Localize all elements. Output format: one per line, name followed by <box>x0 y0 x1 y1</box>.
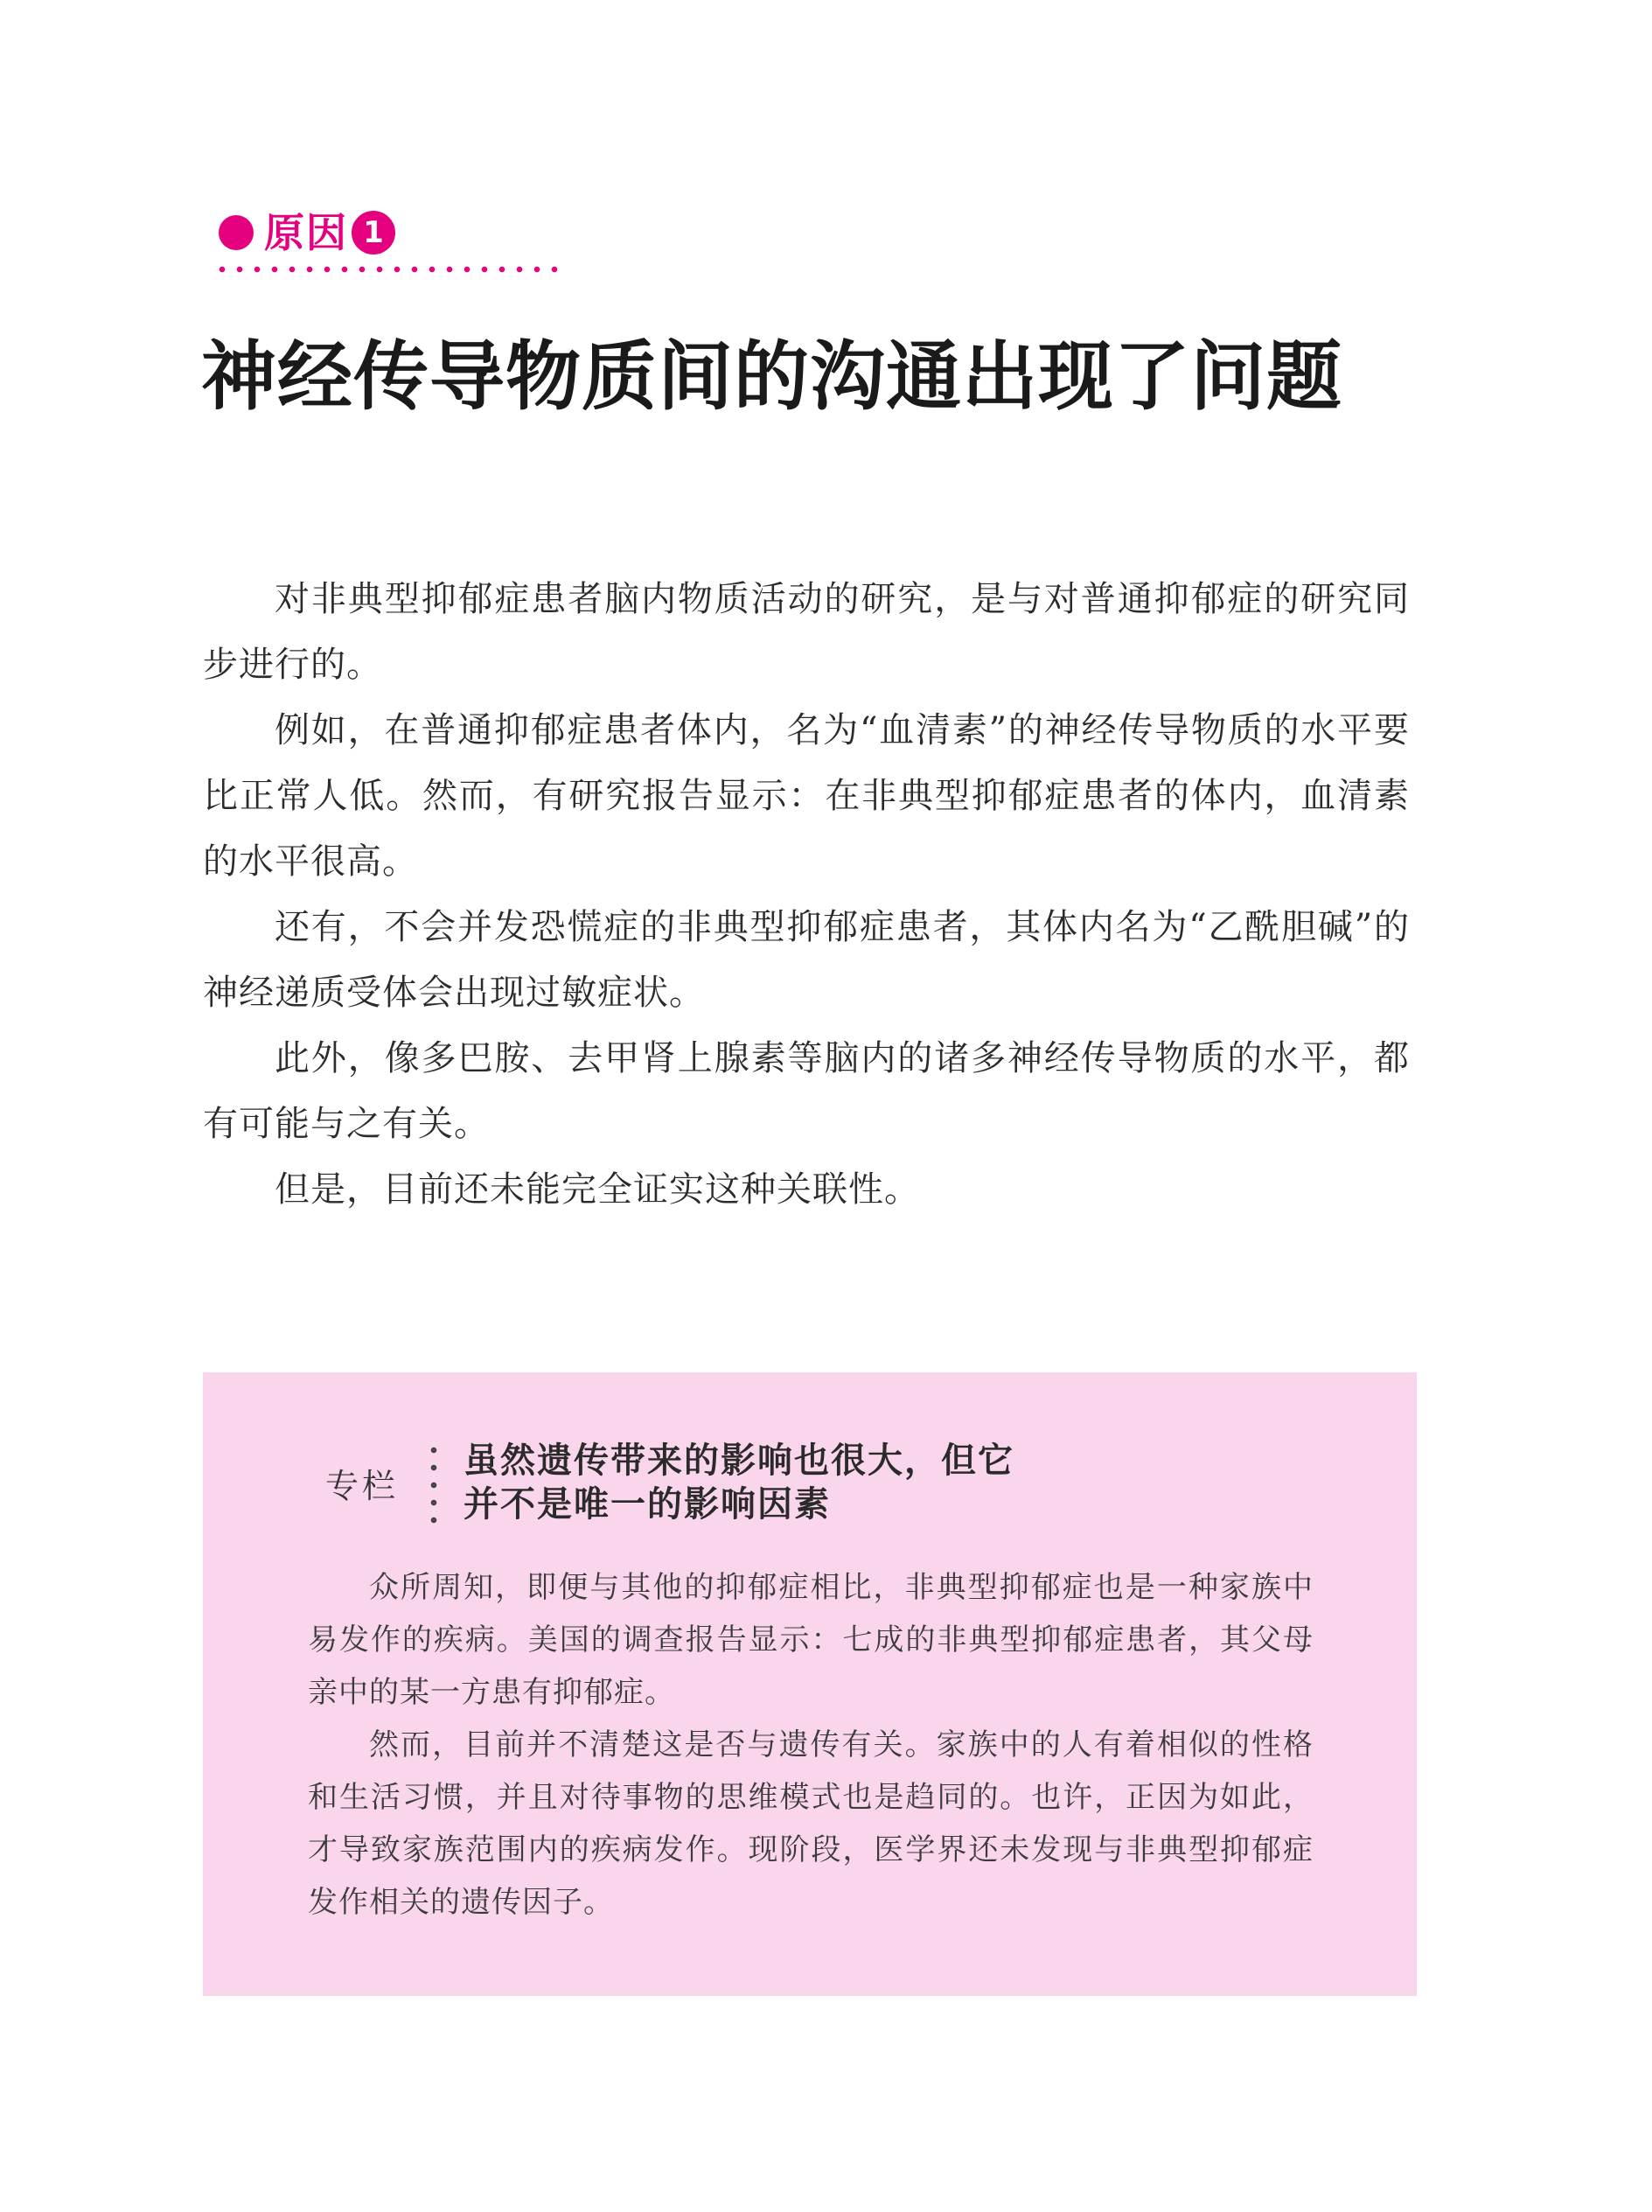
column-box <box>203 1372 1417 1996</box>
dotted-separator <box>430 1441 437 1524</box>
dotted-underline <box>213 262 563 276</box>
bullet-dot-icon <box>219 215 254 250</box>
column-header <box>325 1439 1014 1526</box>
column-paragraph: 然而，目前并不清楚这是否与遗传有关。家族中的人有着相似的性格和生活习惯，并且对待事物的思维模式也是趋同的。也许，正因为如此，才导致家族范围内的疾病发作。现阶段，医学界还未发现与非典型抑郁症发作相关的遗传因子。 <box>308 1727 1314 1920</box>
body-paragraph: 还有，不会并发恐慌症的非典型抑郁症患者，其体内名为“乙酰胆碱”的神经递质受体会出现过敏症状。 <box>203 907 1410 1013</box>
column-title-line: 虽然遗传带来的影响也很大，但它 <box>464 1441 1014 1481</box>
column-title <box>464 1439 1014 1526</box>
body-paragraph: 但是，目前还未能完全证实这种关联性。 <box>275 1169 920 1210</box>
column-paragraph: 众所周知，即便与其他的抑郁症相比，非典型抑郁症也是一种家族中易发作的疾病。美国的调查报告显示：七成的非典型抑郁症患者，其父母亲中的某一方患有抑郁症。 <box>308 1570 1314 1710</box>
section-label: 原因 <box>264 209 348 256</box>
section-number-badge: 1 <box>352 211 395 255</box>
body-text <box>203 567 1410 1223</box>
column-tag: 专栏 <box>325 1466 400 1505</box>
page-title: 神经传导物质间的沟通出现了问题 <box>201 332 1342 421</box>
section-marker <box>219 206 395 259</box>
column-body <box>308 1561 1314 1929</box>
body-paragraph: 此外，像多巴胺、去甲肾上腺素等脑内的诸多神经传导物质的水平，都有可能与之有关。 <box>203 1038 1410 1144</box>
body-paragraph: 对非典型抑郁症患者脑内物质活动的研究，是与对普通抑郁症的研究同步进行的。 <box>203 579 1410 685</box>
column-title-line: 并不是唯一的影响因素 <box>464 1484 831 1525</box>
body-paragraph: 例如，在普通抑郁症患者体内，名为“血清素”的神经传导物质的水平要比正常人低。然而，有研究报告显示：在非典型抑郁症患者的体内，血清素的水平很高。 <box>203 710 1410 882</box>
